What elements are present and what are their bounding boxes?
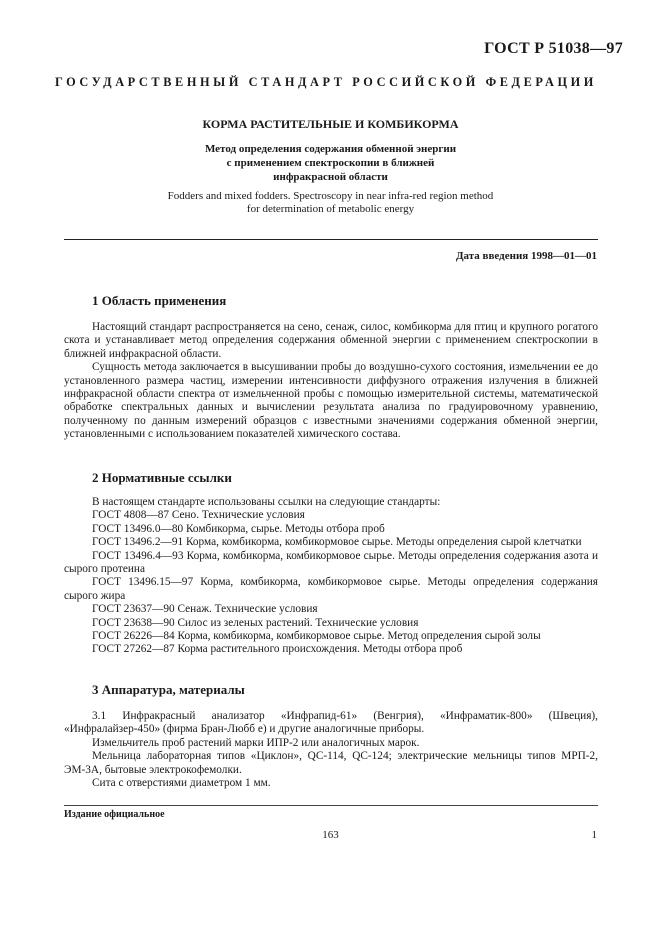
reference-item: ГОСТ 27262—87 Корма растительного происхождения. Методы отбора проб xyxy=(92,643,463,656)
paragraph: 3.1 Инфракрасный анализатор «Инфрапид-61» (Венгрия), «Инфраматик-800» (Швеция), «Инфралайзер-450» (фирма Бран-Любб е) и другие аналогичные приборы. xyxy=(64,710,598,736)
paragraph: Сущность метода заключается в высушивании пробы до воздушно-сухого состояния, измельчении ее до установленного размера частиц, измерении интенсивности диффузного отражения излучения в ближней инфракрасной области спектра от измельченной пробы с помощью измерительной системы, математической обработке спектральных данных и вычислении результата анализа по градуировочному уравнению, полученному по данным измерений образцов с известными значениями содержания обменной энергии, установленными с использованием показателей химического состава. xyxy=(64,361,598,441)
page-number: 163 xyxy=(322,829,339,841)
agency-banner: ГОСУДАРСТВЕННЫЙ СТАНДАРТ РОССИЙСКОЙ ФЕДЕРАЦИИ xyxy=(55,75,597,89)
reference-item: ГОСТ 13496.15—97 Корма, комбикорма, комбикормовое сырье. Методы определения содержания сырого жира xyxy=(64,576,598,602)
header-divider xyxy=(64,239,598,240)
paragraph: Настоящий стандарт распространяется на сено, сенаж, силос, комбикорма для птиц и крупного рогатого скота и устанавливает метод определения содержания обменной энергии с применением спектроскопии в ближней инфракрасной области. xyxy=(64,321,598,360)
subtitle-line: инфракрасной области xyxy=(273,171,388,183)
section-heading-references: 2 Нормативные ссылки xyxy=(92,470,232,485)
reference-item: ГОСТ 4808—87 Сено. Технические условия xyxy=(92,509,305,522)
reference-item: ГОСТ 13496.0—80 Комбикорма, сырье. Методы отбора проб xyxy=(92,522,385,535)
paragraph: Мельница лабораторная типов «Циклон», QC-114, QC-124; электрические мельницы типов МРП-2, ЭМ-3А, бытовые электрокофемолки. xyxy=(64,750,598,776)
reference-item: ГОСТ 23637—90 Сенаж. Технические условия xyxy=(92,603,318,616)
section-body-references xyxy=(64,496,598,657)
paragraph: Измельчитель проб растений марки ИПР-2 или аналогичных марок. xyxy=(92,736,420,749)
standard-title: КОРМА РАСТИТЕЛЬНЫЕ И КОМБИКОРМА xyxy=(202,117,459,131)
effective-date: Дата введения 1998—01—01 xyxy=(455,250,597,262)
sheet-number: 1 xyxy=(591,829,597,841)
reference-item: ГОСТ 26226—84 Корма, комбикорма, комбикормовое сырье. Метод определения сырой золы xyxy=(92,630,541,643)
section-heading-equipment: 3 Аппаратура, материалы xyxy=(92,682,245,697)
footer-divider xyxy=(64,805,598,806)
subtitle-line: с применением спектроскопии в ближней xyxy=(226,157,435,169)
reference-item: ГОСТ 23638—90 Силос из зеленых растений. Технические условия xyxy=(92,616,419,629)
english-title xyxy=(0,190,661,216)
section-body-equipment xyxy=(64,710,598,790)
standard-subtitle xyxy=(0,142,661,184)
paragraph: Сита с отверстиями диаметром 1 мм. xyxy=(92,777,271,790)
document-code: ГОСТ Р 51038—97 xyxy=(484,40,623,57)
paragraph: В настоящем стандарте использованы ссылки на следующие стандарты: xyxy=(92,496,441,508)
section-body-scope xyxy=(64,321,598,442)
reference-item: ГОСТ 13496.4—93 Корма, комбикорма, комбикормовое сырье. Методы определения содержания азота и сырого протеина xyxy=(64,549,598,576)
reference-item: ГОСТ 13496.2—91 Корма, комбикорма, комбикормовое сырье. Методы определения сырой клетчатки xyxy=(92,536,582,549)
english-title-line: Fodders and mixed fodders. Spectroscopy in near infra-red region method xyxy=(167,190,494,202)
english-title-line: for determination of metabolic energy xyxy=(246,203,415,215)
subtitle-line: Метод определения содержания обменной энергии xyxy=(204,143,457,155)
edition-label: Издание официальное xyxy=(64,809,165,820)
section-heading-scope: 1 Область применения xyxy=(92,293,227,308)
